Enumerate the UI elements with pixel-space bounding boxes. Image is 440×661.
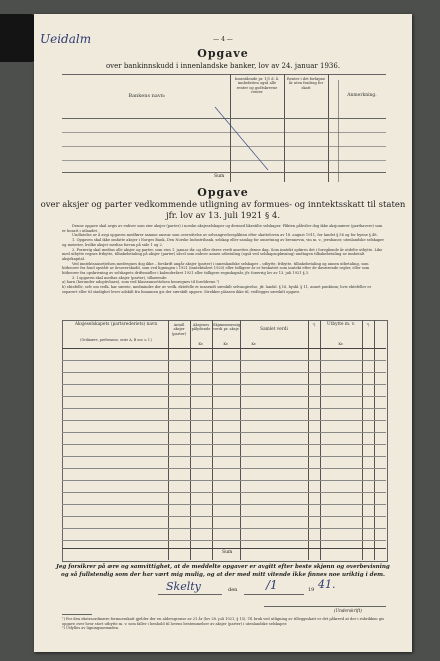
section2-subtitle-2: jfr. lov av 13. juli 1921 § 4. <box>165 211 281 221</box>
instructions <box>62 224 386 295</box>
handwritten-note: Ueidalm <box>40 32 92 46</box>
declaration-line-1: Jeg forsikrer på ære og samvittighet, at de meddelte opgaver er avgitt efter beste skjønn og overbevisning <box>56 564 390 570</box>
col-nominal-unit: Kr. <box>198 342 204 346</box>
instruction-paragraph: 3. I opgaven skal medtas aksjer (parter), tilhørende: <box>72 275 168 280</box>
cancel-line <box>212 104 272 174</box>
col-dividend: Utbytte m. v. <box>327 322 355 327</box>
col-mark-2: ²) <box>366 323 370 327</box>
col-value-per: Skjønnsmessig verdi pr. aksje <box>213 323 241 332</box>
den-label: den <box>228 587 238 593</box>
col-deposit: Innestående pr. 1/1 d. å. innbefatten også alle renter og godtskrevne renter <box>234 77 280 94</box>
declaration-line-2: og så fullstendig som der har vært mig mulig, og at der med mitt vitende ikke finnes noe uriktig i dem. <box>60 572 385 578</box>
instruction-paragraph: 1. Opgaven skal ikke omfatte aksjer i Norges Bank, Den Norske Industribank, selskap eller samlag for omsetning av brennevin, vin m. v., jernbaner, utenlandske selskaper og meierier, hvilke aksjer medtas forran på side 1 og 2. <box>62 238 385 247</box>
section2-subtitle-1: over aksjer og parter vedkommende utligning av formues- og inntektsskatt til staten <box>40 200 406 210</box>
col-total: Samlet verdi <box>260 327 288 332</box>
document-page <box>34 14 412 652</box>
col-value-per-unit: Kr. <box>223 342 229 346</box>
col-count: Antall aksjer (parter) <box>171 323 187 336</box>
col-bank-name: Bankens navn: <box>128 93 166 99</box>
instruction-paragraph: Ved inntektsansettelsen medregnes dog ikke – forskrift angår aksjer (parter) i innenlandske selskaper – utbytte, fribytte, tilbakebetaling og annen utbetaling, som hitbeorer fra fond opstått av årsoverskudd, som ved ligningen i 1921 (inntektsåret 1920) eller tidligere år er beskattet som inntekt efter de daværende regler, eller som hitbeorer fra opskrivning av selskapets driftsmidler i kalenderåret 1921 eller tidligere regnskapsår, jfr. forøvrig lov av 13. juli 1921 § 3. <box>62 261 370 276</box>
year-handwritten: 41. <box>318 578 336 591</box>
instruction-paragraph: a) barn (herunder adoptivbarn), som ved klasseansettelsen henregnes til foreldrene.¹) <box>62 280 220 285</box>
col-total-unit: Kr. <box>251 342 257 346</box>
col-company: Aksjeselskapets (partsrederiets) navn <box>74 322 158 327</box>
col-notes: Anmerkning. <box>347 93 377 98</box>
page-number: — 4 — <box>213 36 233 43</box>
col-mark: ²) <box>312 323 316 327</box>
instruction-paragraph: Denne opgave skal avgis av enhver som eier aksjer (parter) i norske aksjeselskaper og dermed likestilte selskaper. Plikten påhviler dog ikke aksjonærer (parthavere) som er bosatt i utlandet. <box>62 224 383 233</box>
place-handwritten: Skelty <box>166 580 201 593</box>
section2-title: Opgave <box>197 186 249 199</box>
signature-label: (Underskrift) <box>334 608 362 613</box>
col-dividend-unit: Kr. <box>338 342 344 346</box>
col-nominal: Aksjenes pålydende <box>191 323 211 332</box>
footnotes <box>62 617 386 631</box>
instruction-paragraph: b) ektefelle, selv om vedk. har særeie, medmindre der av vedk. ektefelle er innsendt særskilt selvangivelse, jfr. landsl. § 16, byskl. § 11, annet punktum; hvis ektefeller er separert eller til stadighet lever adskilt fra hinannen gis der særskilt opgave. Strekker plassen ikke til, vedlegges særskilt opgave. <box>62 285 372 294</box>
footnote: ²) Utfylles av ligningsnemnden. <box>62 626 120 631</box>
instruction-paragraph: Undlatelse av å avgi opgaven medfører samme ansvar som oversittelse av selvangivelsesplikten efter skatteloven av 18. august 1911, for landet § 56 og for byene § 48. <box>72 233 378 238</box>
footnote: ¹) For den ekstraordinære formuesskatt gjelder der en aldersgrense av 21 år (lov 28. juli 1921, § 15). Til bruk ved utligning av tilleggsskatt er det påkrevd at der i rubrikken gis opgave over hvor stort utbytte m. v. som faller i henhold til lovens bestemmelser av aksjer (parter) i utenlandske selskaper. <box>62 617 385 626</box>
section2-sum-label: Sum <box>222 550 233 555</box>
section1-title: Opgave <box>197 47 249 60</box>
shares-table <box>62 320 386 560</box>
col-company-sub: (Ordinære, preferanse, serie A, B osv. o. l.) <box>80 338 152 342</box>
year-prefix: 19 <box>308 587 315 593</box>
bank-deposit-table <box>62 74 386 182</box>
section1-subtitle: over bankinnskudd i innenlandske banker, lov av 24. januar 1936. <box>105 62 341 70</box>
section1-sum-label: Sum <box>214 174 225 179</box>
col-interest: Renter i det forløpne år uten fradrag for skatt <box>286 77 326 90</box>
instruction-paragraph: 2. Forøvrig skal medtas alle aksjer og parter, som eies 1. januar iår, og eller deres verdi ansettes denne dag. Som inntekt opføres det i foregående år utdelte utbytte. Like med utbytte regnes fribytte, tilbakebetaling på aksjer (parter) såvel som enhver annen utbetaling (også ved selskapsopløsning) undtagen tilbakebetaling av innbetalt aksjekapital. <box>62 247 383 261</box>
date-handwritten: /1 <box>266 578 278 592</box>
